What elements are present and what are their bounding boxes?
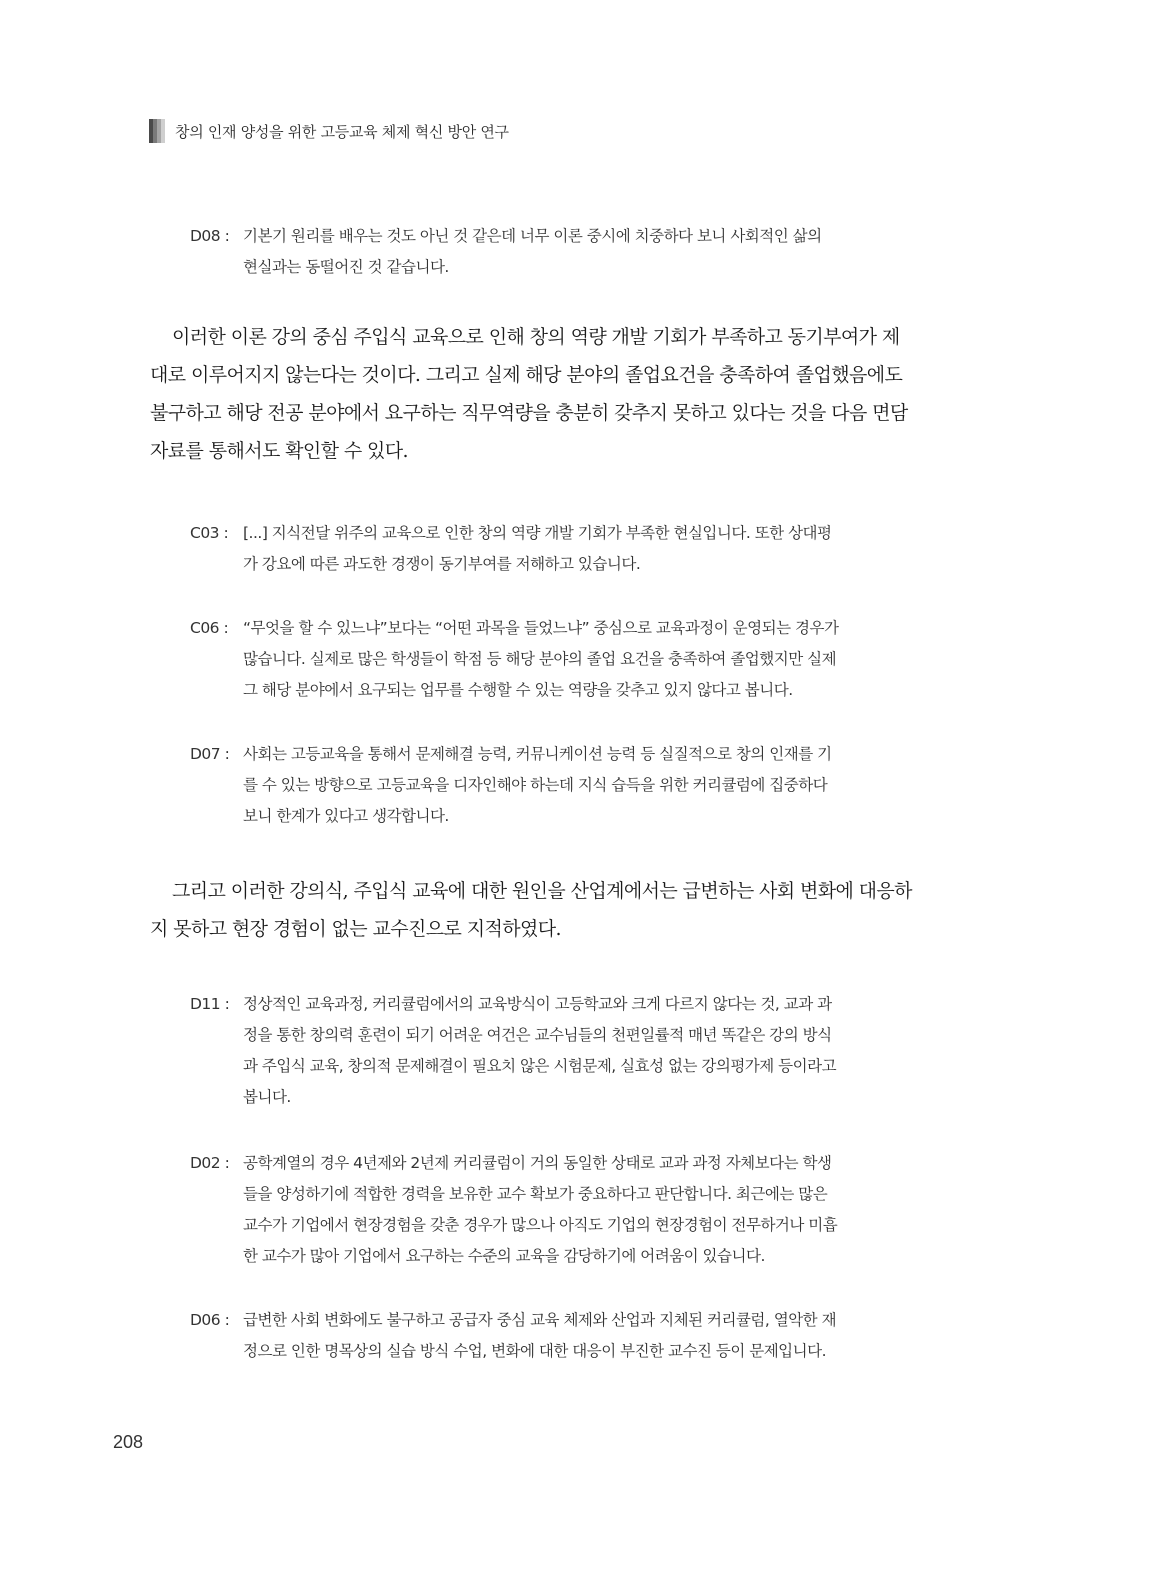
body-paragraph-2: [150, 872, 1010, 948]
quote-line: 과 주입식 교육, 창의적 문제해결이 필요치 않은 시험문제, 실효성 없는 강의평가제 등이라고: [243, 1057, 837, 1075]
quote-line: 사회는 고등교육을 통해서 문제해결 능력, 커뮤니케이션 능력 등 실질적으로 창의 인재를 기: [243, 745, 832, 763]
interview-quote-d11: [190, 989, 1000, 1113]
paragraph-line: 지 못하고 현장 경험이 없는 교수진으로 지적하였다.: [150, 918, 561, 940]
speaker-code: D02 :: [190, 1154, 230, 1172]
paragraph-line: 그리고 이러한 강의식, 주입식 교육에 대한 원인을 산업계에서는 급변하는 사회 변화에 대응하: [172, 880, 912, 902]
paragraph-line: 대로 이루어지지 않는다는 것이다. 그리고 실제 해당 분야의 졸업요건을 충족하여 졸업했음에도: [150, 364, 903, 386]
interview-quote-d02: [190, 1148, 1000, 1272]
quote-line: “무엇을 할 수 있느냐”보다는 “어떤 과목을 들었느냐” 중심으로 교육과정이 운영되는 경우가: [243, 619, 839, 637]
quote-line: 정으로 인한 명목상의 실습 방식 수업, 변화에 대한 대응이 부진한 교수진 등이 문제입니다.: [243, 1342, 827, 1360]
quote-line: 보니 한계가 있다고 생각합니다.: [243, 807, 449, 825]
speaker-code: C03 :: [190, 524, 229, 542]
speaker-code: D08 :: [190, 227, 230, 245]
running-header: [149, 118, 509, 144]
paragraph-line: 불구하고 해당 전공 분야에서 요구하는 직무역량을 충분히 갖추지 못하고 있다는 것을 다음 면담: [150, 402, 908, 424]
quote-line: 교수가 기업에서 현장경험을 갖춘 경우가 많으나 아직도 기업의 현장경험이 전무하거나 미흡: [243, 1216, 838, 1234]
quote-line: 정을 통한 창의력 훈련이 되기 어려운 여건은 교수님들의 천편일률적 매년 똑같은 강의 방식: [243, 1026, 832, 1044]
quote-line: 기본기 원리를 배우는 것도 아닌 것 같은데 너무 이론 중시에 치중하다 보니 사회적인 삶의: [243, 227, 822, 245]
quote-line: 들을 양성하기에 적합한 경력을 보유한 교수 확보가 중요하다고 판단합니다. 최근에는 많은: [243, 1185, 828, 1203]
speaker-code: D07 :: [190, 745, 230, 763]
body-paragraph-1: [150, 318, 1010, 470]
quote-line: [...] 지식전달 위주의 교육으로 인한 창의 역량 개발 기회가 부족한 현실입니다. 또한 상대평: [243, 524, 832, 542]
quote-line: 봅니다.: [243, 1088, 291, 1106]
quote-line: 현실과는 동떨어진 것 같습니다.: [243, 258, 449, 276]
quote-line: 공학계열의 경우 4년제와 2년제 커리큘럼이 거의 동일한 상태로 교과 과정 자체보다는 학생: [243, 1154, 832, 1172]
speaker-code: C06 :: [190, 619, 229, 637]
interview-quote-d07: [190, 739, 1000, 832]
quote-line: 를 수 있는 방향으로 고등교육을 디자인해야 하는데 지식 습득을 위한 커리큘럼에 집중하다: [243, 776, 828, 794]
interview-quote-c06: [190, 613, 1000, 706]
interview-quote-d08: [190, 221, 1000, 283]
running-header-title: 창의 인재 양성을 위한 고등교육 체제 혁신 방안 연구: [175, 122, 509, 141]
quote-line: 그 해당 분야에서 요구되는 업무를 수행할 수 있는 역량을 갖추고 있지 않다고 봅니다.: [243, 681, 793, 699]
speaker-code: D11 :: [190, 995, 230, 1013]
quote-line: 한 교수가 많아 기업에서 요구하는 수준의 교육을 감당하기에 어려움이 있습니다.: [243, 1247, 765, 1265]
page-number: 208: [113, 1432, 144, 1452]
header-gradient-bar-icon: [149, 119, 165, 143]
interview-quote-c03: [190, 518, 1000, 580]
quote-line: 많습니다. 실제로 많은 학생들이 학점 등 해당 분야의 졸업 요건을 충족하여 졸업했지만 실제: [243, 650, 837, 668]
quote-line: 급변한 사회 변화에도 불구하고 공급자 중심 교육 체제와 산업과 지체된 커리큘럼, 열악한 재: [243, 1311, 837, 1329]
speaker-code: D06 :: [190, 1311, 230, 1329]
quote-line: 정상적인 교육과정, 커리큘럼에서의 교육방식이 고등학교와 크게 다르지 않다는 것, 교과 과: [243, 995, 832, 1013]
quote-line: 가 강요에 따른 과도한 경쟁이 동기부여를 저해하고 있습니다.: [243, 555, 641, 573]
interview-quote-d06: [190, 1305, 1000, 1367]
paragraph-line: 자료를 통해서도 확인할 수 있다.: [150, 440, 409, 462]
paragraph-line: 이러한 이론 강의 중심 주입식 교육으로 인해 창의 역량 개발 기회가 부족하고 동기부여가 제: [172, 326, 900, 348]
